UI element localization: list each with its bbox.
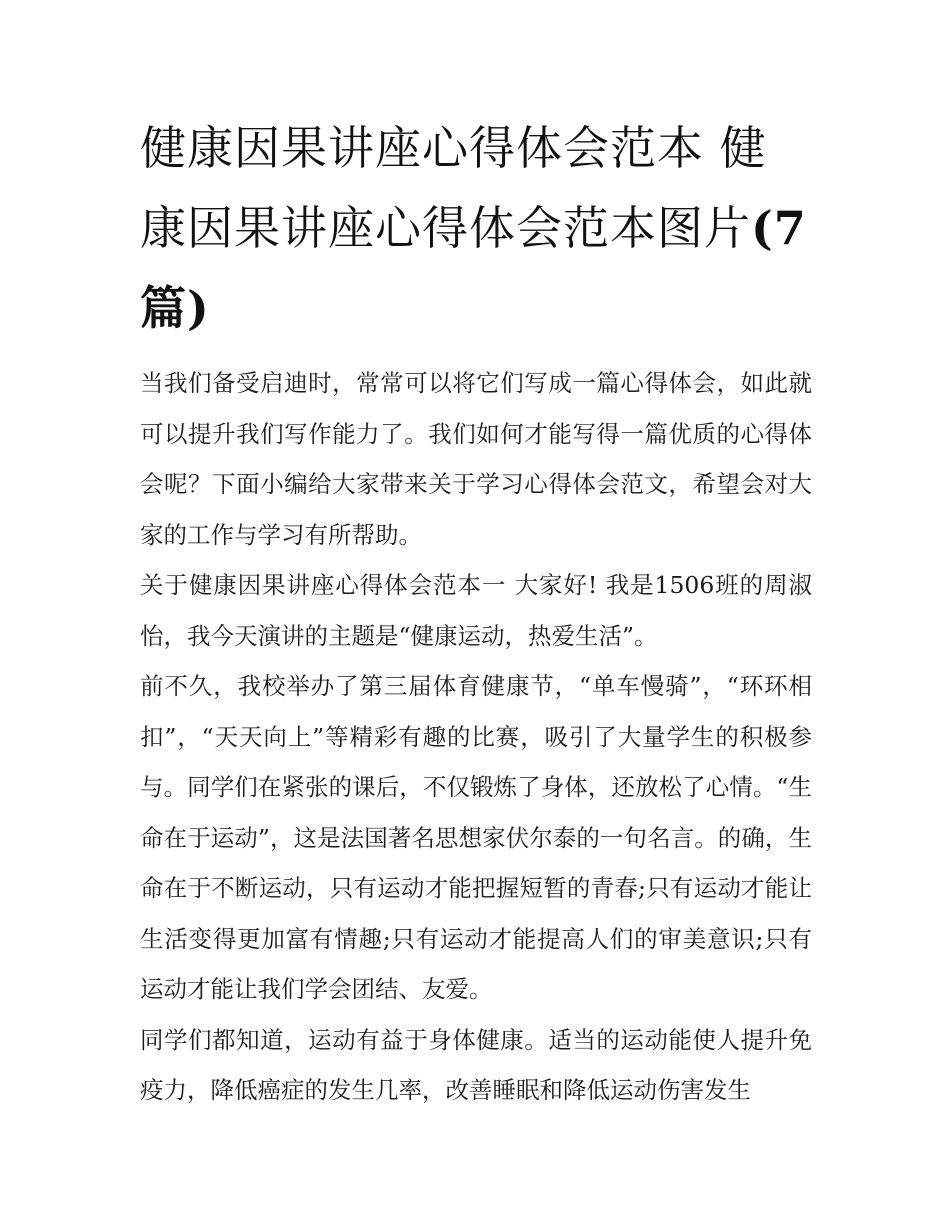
paragraph-speech-opening: 关于健康因果讲座心得体会范本一 大家好! 我是1506班的周淑怡，我今天演讲的主题是“健康运动，热爱生活”。 (140, 571, 812, 650)
title-main: 健康因果讲座心得体会范本 健康因果讲座心得体会范本图片 (140, 121, 767, 255)
document-title (140, 108, 812, 348)
document-page (140, 108, 812, 1116)
paragraph-intro: 当我们备受启迪时，常常可以将它们写成一篇心得体会，如此就可以提升我们写作能力了。我们如何才能写得一篇优质的心得体会呢？下面小编给大家带来关于学习心得体会范文，希望会对大家的工作与学习有所帮助。 (140, 369, 812, 549)
paragraph-health-benefits: 同学们都知道，运动有益于身体健康。适当的运动能使人提升免疫力，降低癌症的发生几率，改善睡眠和降低运动伤害发生 (140, 1025, 812, 1104)
title-count: (7篇) (140, 201, 807, 335)
paragraph-sports-festival: 前不久，我校举办了第三届体育健康节，“单车慢骑”，“环环相扣”，“天天向上”等精彩有趣的比赛，吸引了大量学生的积极参与。同学们在紧张的课后，不仅锻炼了身体，还放松了心情。“生命在于运动”，这是法国著名思想家伏尔泰的一句名言。的确，生命在于不断运动，只有运动才能把握短暂的青春;只有运动才能让生活变得更加富有情趣;只有运动才能提高人们的审美意识;只有运动才能让我们学会团结、友爱。 (140, 672, 812, 1003)
